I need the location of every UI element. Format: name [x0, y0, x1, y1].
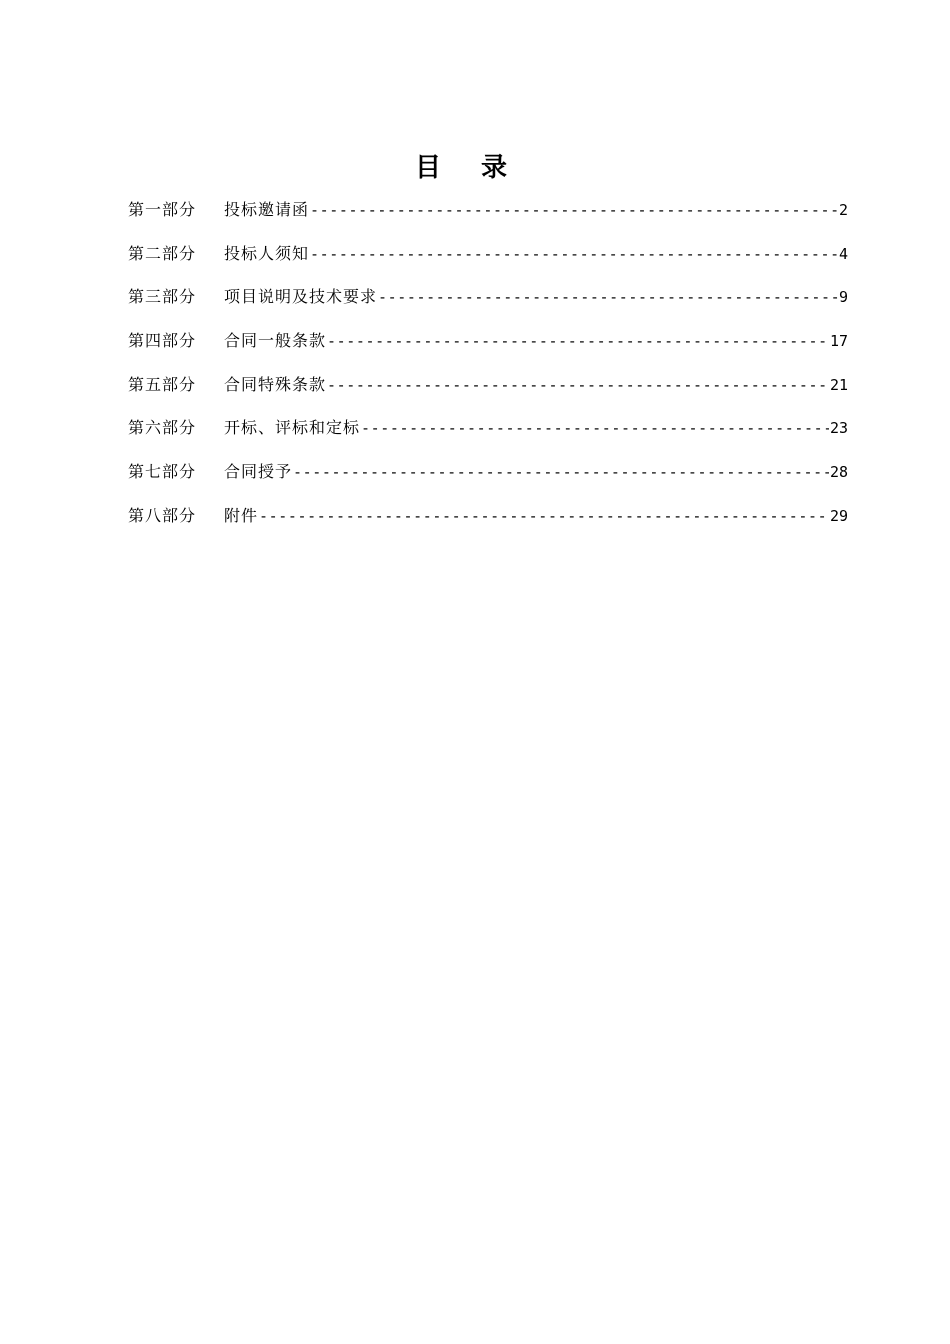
toc-entry-page: 17 [829, 332, 848, 351]
toc-entry-part: 第五部分 [128, 374, 197, 394]
toc-entry-name: 合同特殊条款 [224, 374, 327, 394]
toc-entry-part: 第三部分 [128, 287, 197, 307]
toc-dot-leader [310, 196, 838, 224]
toc-entry-part: 第六部分 [128, 418, 197, 438]
toc-entry [128, 371, 848, 415]
toc-title: 目录 [414, 153, 547, 183]
toc-entry-part: 第二部分 [128, 243, 197, 263]
toc-entry-part: 第一部分 [128, 200, 197, 219]
toc-dot-leader [310, 240, 838, 268]
toc-entry-page: 2 [838, 201, 848, 219]
toc-entry-name: 投标邀请函 [224, 200, 310, 219]
toc-entry-part: 第四部分 [128, 331, 197, 351]
toc-entry-page: 28 [829, 463, 848, 482]
toc-entry [128, 196, 848, 240]
toc-entry-name: 投标人须知 [224, 243, 310, 263]
toc-entry-page: 4 [838, 244, 848, 263]
toc-entry-name: 合同授予 [224, 462, 293, 482]
toc-entry-page: 29 [829, 506, 848, 525]
toc-entry-name: 项目说明及技术要求 [224, 287, 378, 307]
toc-entry-name: 开标、评标和定标 [224, 418, 361, 438]
toc-entry-part: 第七部分 [128, 462, 197, 482]
toc-dot-leader [293, 458, 829, 486]
toc-entry [128, 414, 848, 458]
toc-entry-page: 9 [838, 288, 848, 307]
toc-dot-leader [378, 283, 838, 311]
toc-entry-name: 合同一般条款 [224, 331, 327, 351]
toc-list [128, 196, 848, 546]
toc-entry-part: 第八部分 [128, 505, 197, 525]
toc-entry [128, 240, 848, 284]
toc-entry [128, 327, 848, 371]
toc-dot-leader [327, 327, 829, 355]
toc-entry-page: 21 [829, 375, 848, 394]
toc-dot-leader [361, 414, 829, 442]
toc-dot-leader [327, 371, 829, 399]
toc-entry [128, 502, 848, 546]
toc-entry [128, 283, 848, 327]
toc-entry-name: 附件 [224, 505, 259, 525]
toc-entry [128, 458, 848, 502]
toc-entry-page: 23 [829, 419, 848, 438]
toc-dot-leader [259, 502, 829, 530]
